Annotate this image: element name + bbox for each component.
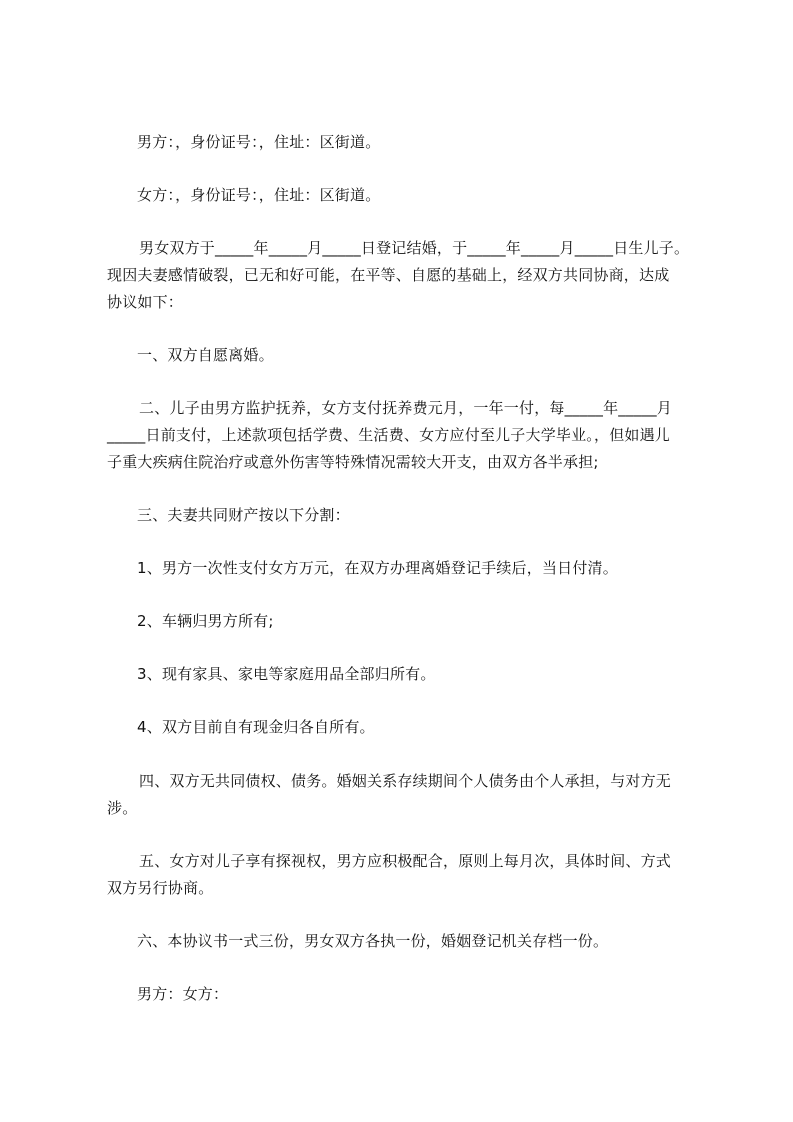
woman-info-line: 女方：，身份证号：，住址：区街道。	[137, 186, 381, 204]
clause-4-line-1: 四、双方无共同债权、债务。婚姻关系存续期间个人债务由个人承担，与对方无	[139, 772, 672, 790]
signature-line: 男方：女方：	[137, 985, 229, 1003]
man-info-line: 男方：，身份证号：，住址：区街道。	[137, 133, 381, 151]
clause-3: 三、夫妻共同财产按以下分割：	[137, 506, 350, 524]
clause-4-line-2: 涉。	[107, 799, 138, 817]
clause-2-line-2: _____日前支付，上述款项包括学费、生活费、女方应付至儿子大学毕业。，但如遇儿	[107, 426, 671, 444]
intro-line-3: 协议如下：	[107, 293, 184, 311]
clause-5-line-1: 五、女方对儿子享有探视权，男方应积极配合，原则上每月次，具体时间、方式	[139, 852, 672, 870]
intro-line-1: 男女双方于_____年_____月_____日登记结婚，于_____年_____月_____日生儿子。	[139, 239, 690, 257]
clause-2-line-3: 子重大疾病住院治疗或意外伤害等特殊情况需较大开支，由双方各半承担;	[107, 453, 599, 471]
property-item-4: 4、双方目前自有现金归各自所有。	[137, 718, 375, 736]
clause-6: 六、本协议书一式三份，男女双方各执一份，婚姻登记机关存档一份。	[137, 932, 609, 950]
clause-5-line-2: 双方另行协商。	[107, 879, 214, 897]
property-item-3: 3、现有家具、家电等家庭用品全部归所有。	[137, 665, 436, 683]
intro-line-2: 现因夫妻感情破裂，已无和好可能，在平等、自愿的基础上，经双方共同协商，达成	[107, 266, 670, 284]
clause-2-line-1: 二、儿子由男方监护抚养，女方支付抚养费元月，一年一付，每_____年_____月	[139, 399, 673, 417]
property-item-1: 1、男方一次性支付女方万元，在双方办理离婚登记手续后，当日付清。	[137, 559, 618, 577]
property-item-2: 2、车辆归男方所有;	[137, 612, 274, 630]
clause-1: 一、双方自愿离婚。	[137, 346, 274, 364]
